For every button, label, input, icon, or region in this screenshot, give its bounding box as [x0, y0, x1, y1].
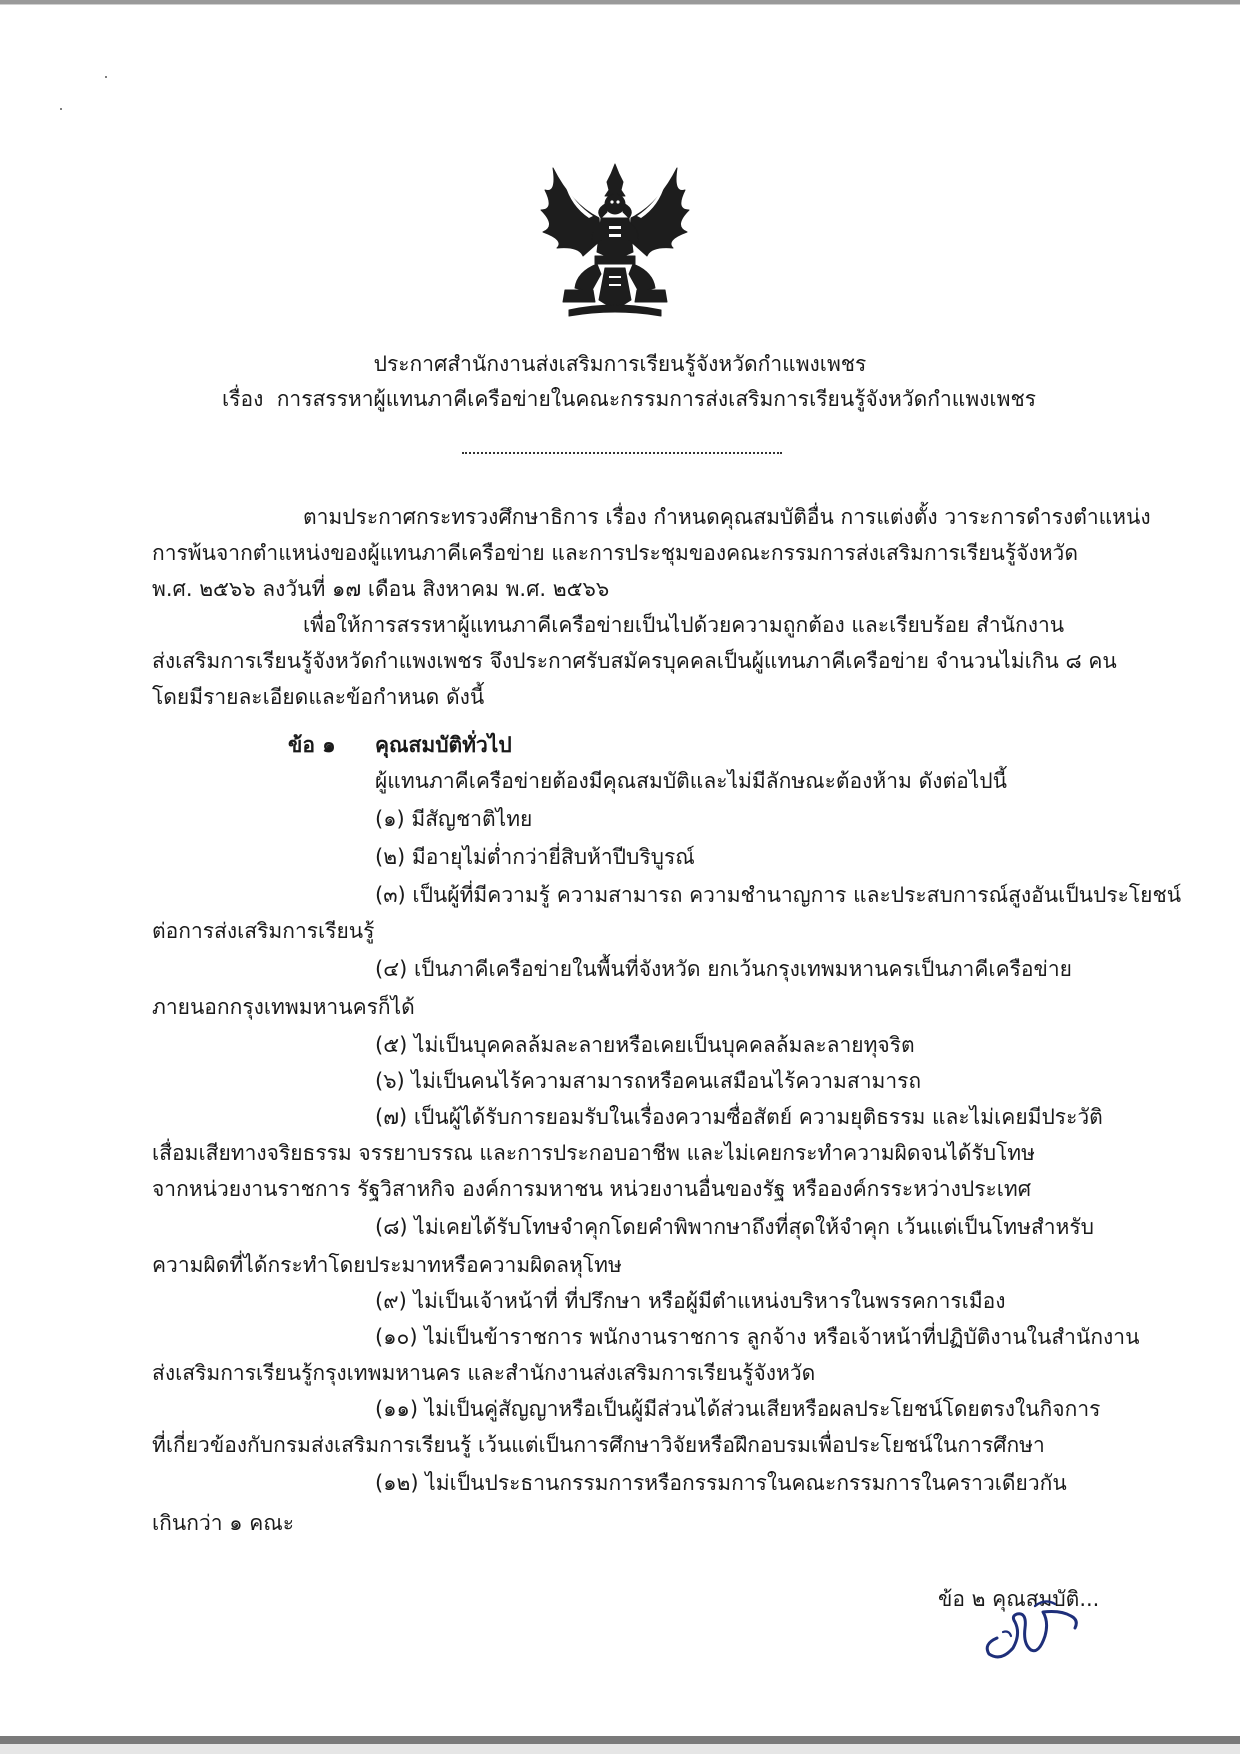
item-4-line2: ภายนอกกรุงเทพมหานครก็ได้ — [152, 995, 415, 1019]
para2-line2: ส่งเสริมการเรียนรู้จังหวัดกำแพงเพชร จึงประกาศรับสมัครบุคคลเป็นผู้แทนภาคีเครือข่าย จำนวนไม่เกิน ๘ คน — [152, 649, 1117, 673]
title-divider — [462, 452, 782, 454]
item-7-line3: จากหน่วยงานราชการ รัฐวิสาหกิจ องค์การมหาชน หน่วยงานอื่นของรัฐ หรือองค์กรระหว่างประเทศ — [152, 1177, 1032, 1201]
subject-label: เรื่อง — [222, 387, 264, 411]
section1-title: คุณสมบัติทั่วไป — [375, 733, 512, 757]
item-12-line1: (๑๒) ไม่เป็นประธานกรรมการหรือกรรมการในคณะกรรมการในคราวเดียวกัน — [375, 1471, 1067, 1495]
section1-label: ข้อ ๑ — [288, 733, 336, 757]
item-3-line2: ต่อการส่งเสริมการเรียนรู้ — [152, 919, 375, 943]
page-continuation: ข้อ ๒ คุณสมบัติ... — [938, 1587, 1100, 1611]
para1-line1: ตามประกาศกระทรวงศึกษาธิการ เรื่อง กำหนดคุณสมบัติอื่น การแต่งตั้ง วาระการดำรงตำแหน่ง — [303, 505, 1151, 529]
item-8-line2: ความผิดที่ได้กระทำโดยประมาทหรือความผิดลหุโทษ — [152, 1253, 622, 1277]
item-4-line1: (๔) เป็นภาคีเครือข่ายในพื้นที่จังหวัด ยกเว้นกรุงเทพมหานครเป็นภาคีเครือข่าย — [375, 957, 1072, 981]
scan-top-edge-light — [0, 4, 1240, 5]
scan-speck — [105, 76, 107, 78]
subject-text: การสรรหาผู้แทนภาคีเครือข่ายในคณะกรรมการส่งเสริมการเรียนรู้จังหวัดกำแพงเพชร — [276, 387, 1036, 411]
item-1: (๑) มีสัญชาติไทย — [375, 807, 533, 831]
scan-bottom-edge — [0, 1736, 1240, 1744]
item-9: (๙) ไม่เป็นเจ้าหน้าที่ ที่ปรึกษา หรือผู้มีตำแหน่งบริหารในพรรคการเมือง — [375, 1289, 1006, 1313]
item-5: (๕) ไม่เป็นบุคคลล้มละลายหรือเคยเป็นบุคคลล้มละลายทุจริต — [375, 1033, 915, 1057]
document-subject — [222, 384, 1036, 414]
item-11-line2: ที่เกี่ยวข้องกับกรมส่งเสริมการเรียนรู้ เว้นแต่เป็นการศึกษาวิจัยหรือฝึกอบรมเพื่อประโยชน์ในการศึกษา — [152, 1433, 1045, 1457]
item-2: (๒) มีอายุไม่ต่ำกว่ายี่สิบห้าปีบริบูรณ์ — [375, 845, 695, 869]
item-12-line2: เกินกว่า ๑ คณะ — [152, 1511, 295, 1535]
scan-bottom-margin — [0, 1744, 1240, 1754]
item-6: (๖) ไม่เป็นคนไร้ความสามารถหรือคนเสมือนไร้ความสามารถ — [375, 1069, 922, 1093]
para1-line3: พ.ศ. ๒๕๖๖ ลงวันที่ ๑๗ เดือน สิงหาคม พ.ศ. ๒๕๖๖ — [152, 577, 610, 601]
scan-speck — [60, 108, 62, 110]
item-10-line2: ส่งเสริมการเรียนรู้กรุงเทพมหานคร และสำนักงานส่งเสริมการเรียนรู้จังหวัด — [152, 1361, 816, 1385]
para1-line2: การพ้นจากตำแหน่งของผู้แทนภาคีเครือข่าย และการประชุมของคณะกรรมการส่งเสริมการเรียนรู้จังหวัด — [152, 541, 1078, 565]
para2-line3: โดยมีรายละเอียดและข้อกำหนด ดังนี้ — [152, 685, 485, 709]
section1-intro: ผู้แทนภาคีเครือข่ายต้องมีคุณสมบัติและไม่มีลักษณะต้องห้าม ดังต่อไปนี้ — [375, 769, 1007, 793]
para2-line1: เพื่อให้การสรรหาผู้แทนภาคีเครือข่ายเป็นไปด้วยความถูกต้อง และเรียบร้อย สำนักงาน — [303, 613, 1065, 637]
garuda-emblem-icon — [535, 160, 695, 320]
item-7-line2: เสื่อมเสียทางจริยธรรม จรรยาบรรณ และการประกอบอาชีพ และไม่เคยกระทำความผิดจนได้รับโทษ — [152, 1141, 1035, 1165]
handwritten-signature-icon — [975, 1592, 1090, 1662]
item-11-line1: (๑๑) ไม่เป็นคู่สัญญาหรือเป็นผู้มีส่วนได้ส่วนเสียหรือผลประโยชน์โดยตรงในกิจการ — [375, 1397, 1101, 1421]
document-title: ประกาศสำนักงานส่งเสริมการเรียนรู้จังหวัดกำแพงเพชร — [373, 352, 867, 376]
item-3-line1: (๓) เป็นผู้ที่มีความรู้ ความสามารถ ความชำนาญการ และประสบการณ์สูงอันเป็นประโยชน์ — [375, 883, 1182, 907]
item-7-line1: (๗) เป็นผู้ได้รับการยอมรับในเรื่องความซื่อสัตย์ ความยุติธรรม และไม่เคยมีประวัติ — [375, 1105, 1103, 1129]
item-10-line1: (๑๐) ไม่เป็นข้าราชการ พนักงานราชการ ลูกจ้าง หรือเจ้าหน้าที่ปฏิบัติงานในสำนักงาน — [375, 1325, 1140, 1349]
item-8-line1: (๘) ไม่เคยได้รับโทษจำคุกโดยคำพิพากษาถึงที่สุดให้จำคุก เว้นแต่เป็นโทษสำหรับ — [375, 1215, 1095, 1239]
